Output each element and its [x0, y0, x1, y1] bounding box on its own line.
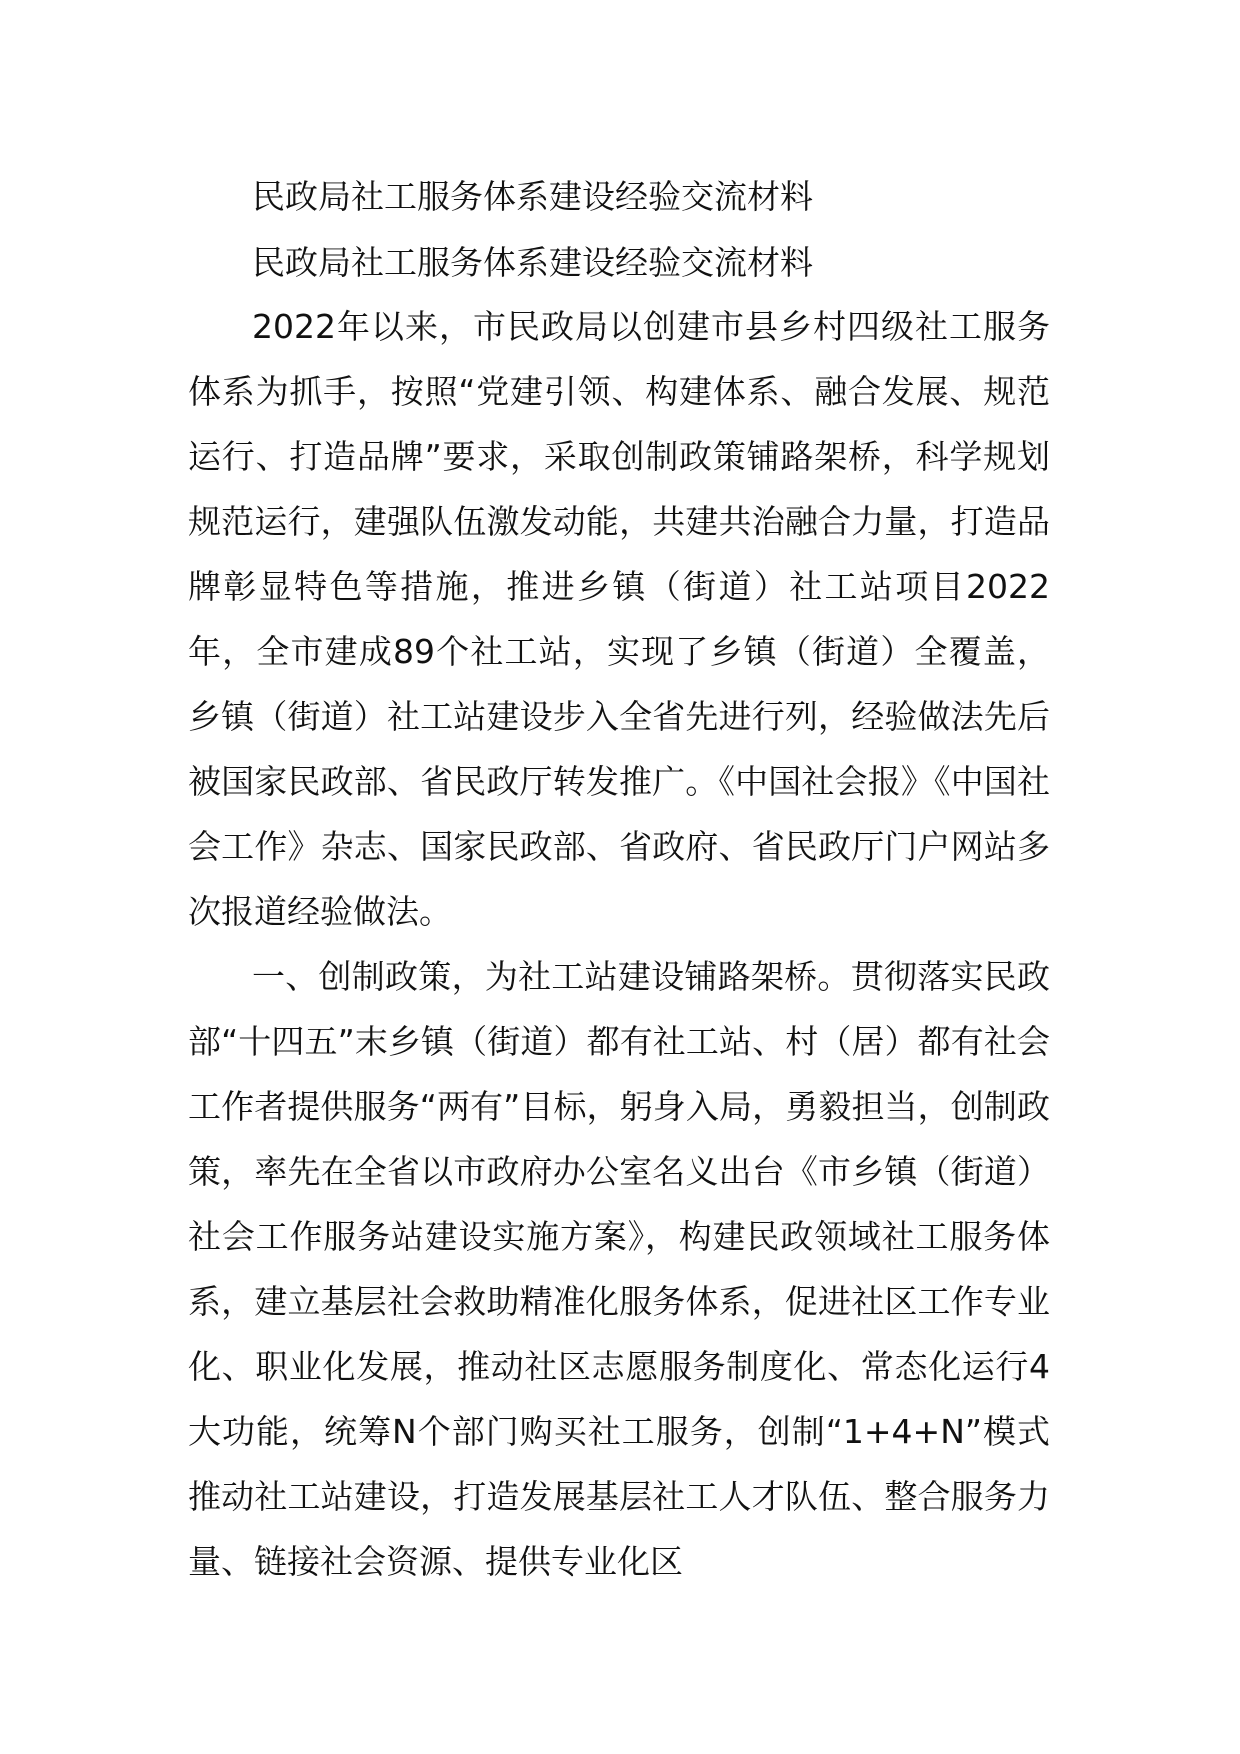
paragraph-text: 2022年以来，市民政局以创建市县乡村四级社工服务体系为抓手，按照“党建引领、构建体系、融合发展、规范运行、打造品牌”要求，采取创制政策铺路架桥，科学规划规范运行，建强队伍激发动能，共建共治融合力量，打造品牌彰显特色等措施，推进乡镇（街道）社工站项目2022年，全市建成89个社工站，实现了乡镇（街道）全覆盖，乡镇（街道）社工站建设步入全省先进行列，经验做法先后被国家民政部、省民政厅转发推广。《中国社会报》《中国社会工作》杂志、国家民政部、省政府、省民政厅门户网站多次报道经验做法。	[188, 307, 1050, 931]
document-subtitle: 民政局社工服务体系建设经验交流材料	[252, 243, 813, 282]
paragraph-text: 一、创制政策，为社工站建设铺路架桥。贯彻落实民政部“十四五”末乡镇（街道）都有社工站、村（居）都有社会工作者提供服务“两有”目标，躬身入局，勇毅担当，创制政策，率先在全省以市政府办公室名义出台《市乡镇（街道）社会工作服务站建设实施方案》，构建民政领域社工服务体系，建立基层社会救助精准化服务体系，促进社区工作专业化、职业化发展，推动社区志愿服务制度化、常态化运行4大功能，统筹N个部门购买社工服务，创制“1+4+N”模式推动社工站建设，打造发展基层社工人才队伍、整合服务力量、链接社会资源、提供专业化区	[188, 957, 1050, 1581]
paragraph-section-one	[188, 944, 1050, 1594]
document-title: 民政局社工服务体系建设经验交流材料	[252, 177, 813, 216]
paragraph-intro	[188, 294, 1050, 944]
